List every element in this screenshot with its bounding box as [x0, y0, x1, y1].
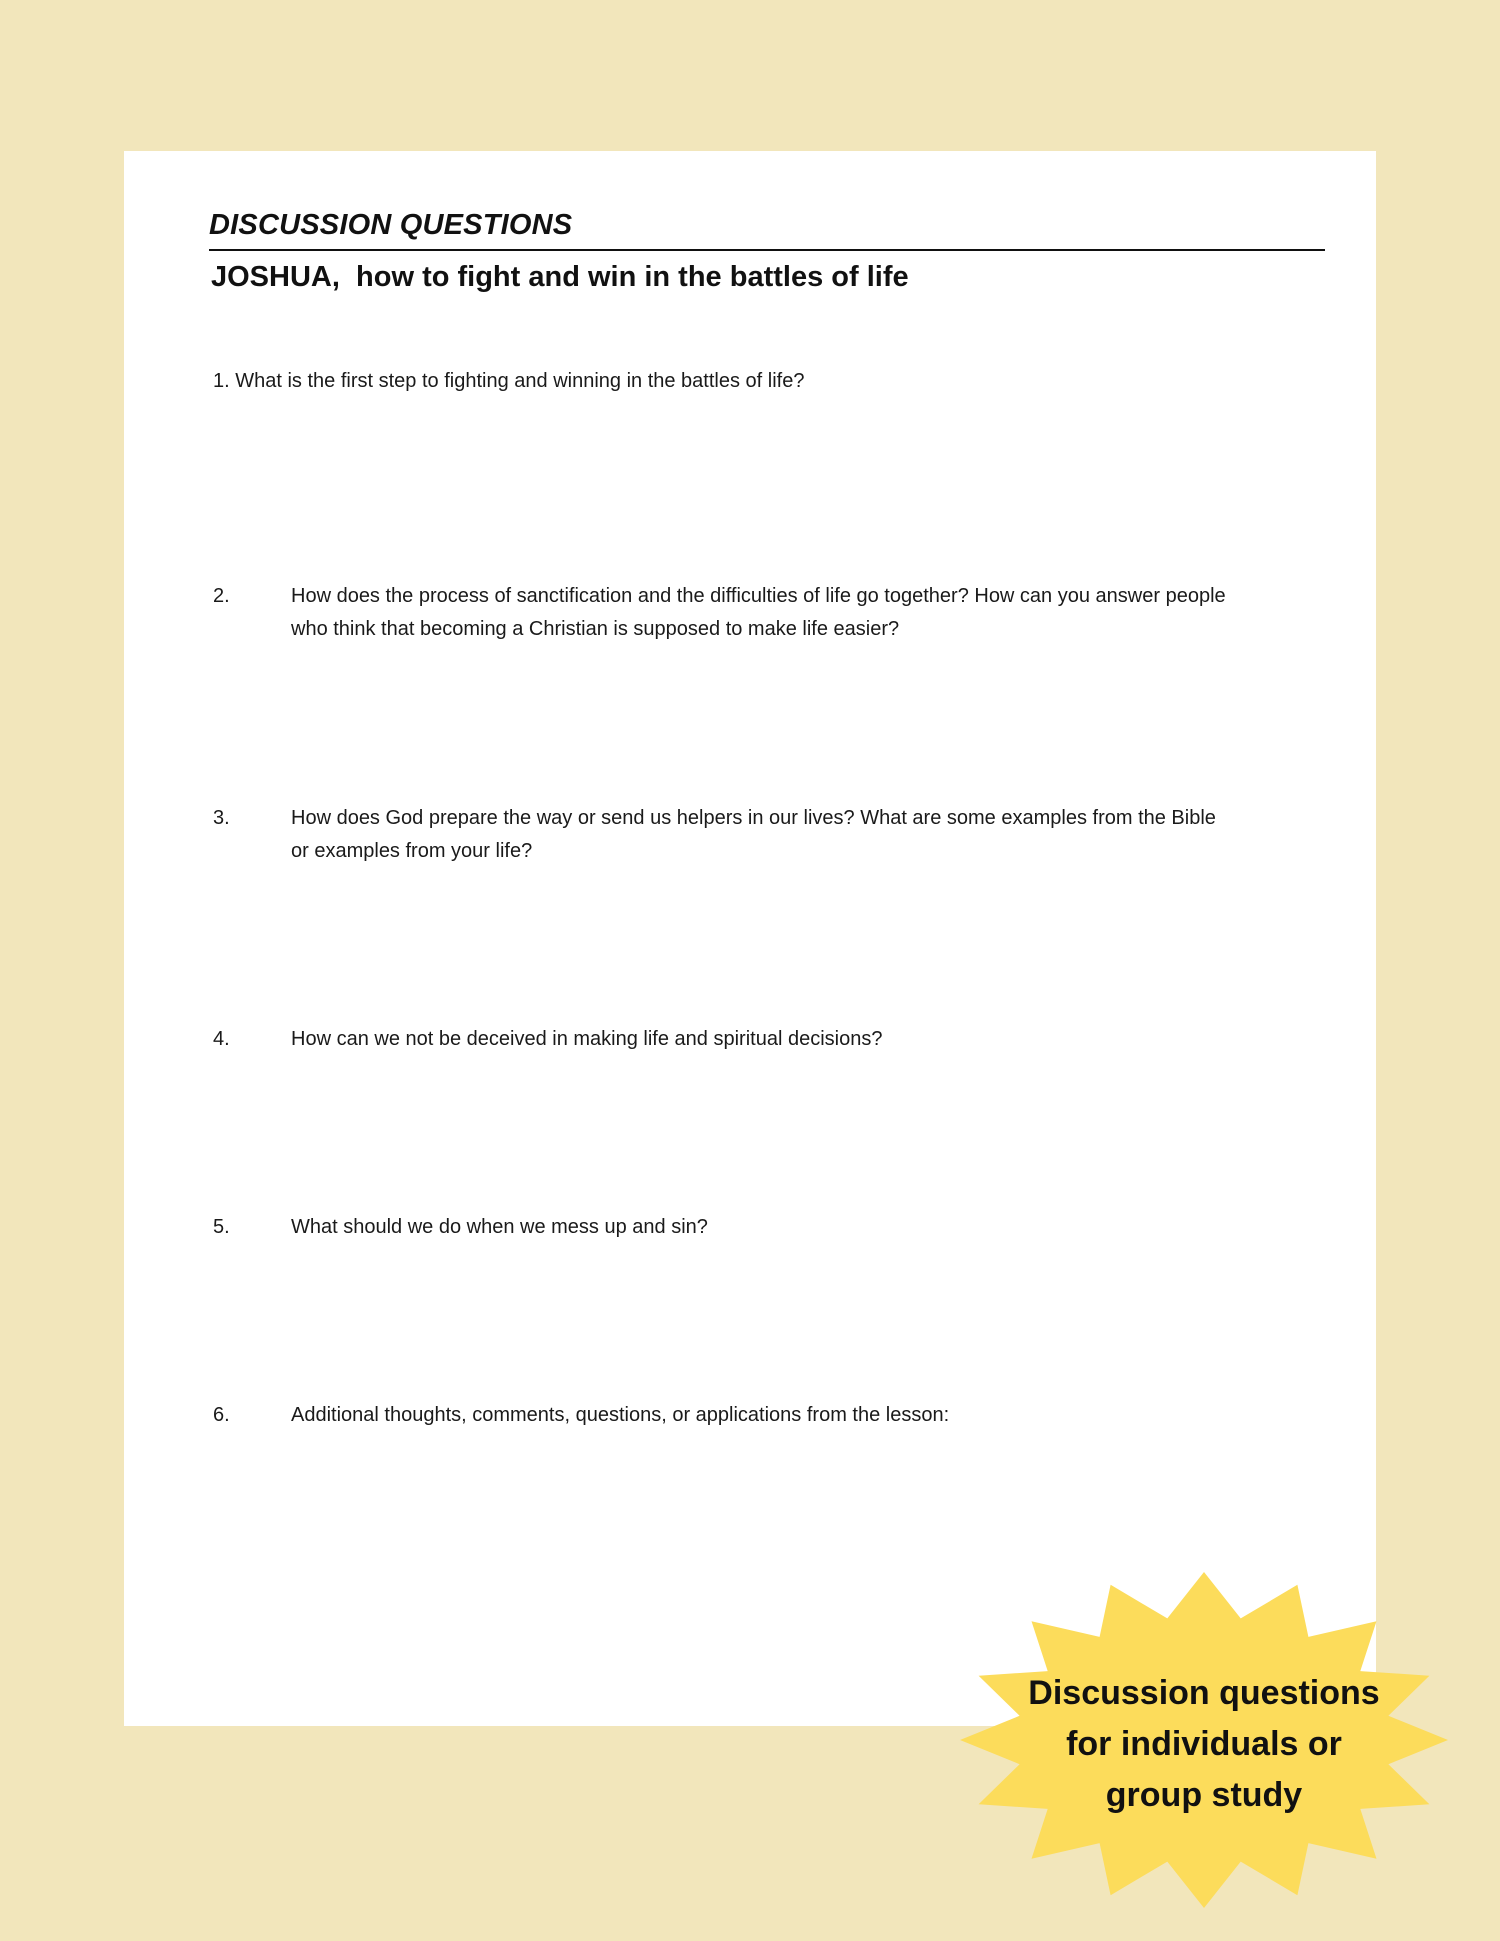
question-number: 5.	[213, 1216, 230, 1238]
question-number: 2.	[213, 585, 230, 607]
question-number: 3.	[213, 807, 230, 829]
question-text: How does God prepare the way or send us helpers in our lives? What are some examples from the Bible or examples from your life?	[291, 807, 1216, 862]
question-text: How does the process of sanctification and the difficulties of life go together? How can you answer people who think that becoming a Christian is supposed to make life easier?	[291, 585, 1226, 640]
question-number: 6.	[213, 1404, 230, 1426]
promo-badge	[958, 1570, 1450, 1910]
question-text: How can we not be deceived in making life and spiritual decisions?	[291, 1028, 883, 1050]
question-1	[213, 370, 804, 393]
question-number: 4.	[213, 1028, 230, 1050]
question-text: Additional thoughts, comments, questions, or applications from the lesson:	[291, 1404, 950, 1426]
document-title: JOSHUA, how to fight and win in the battles of life	[211, 261, 909, 293]
question-number: 1.	[213, 370, 230, 392]
question-text: What is the first step to fighting and winning in the battles of life?	[235, 370, 805, 392]
document-heading: DISCUSSION QUESTIONS	[209, 209, 573, 241]
worksheet-page	[124, 151, 1376, 1726]
heading-divider	[209, 249, 1325, 251]
question-text: What should we do when we mess up and sin?	[291, 1216, 708, 1238]
badge-text: Discussion questions for individuals or group study	[1028, 1674, 1380, 1814]
